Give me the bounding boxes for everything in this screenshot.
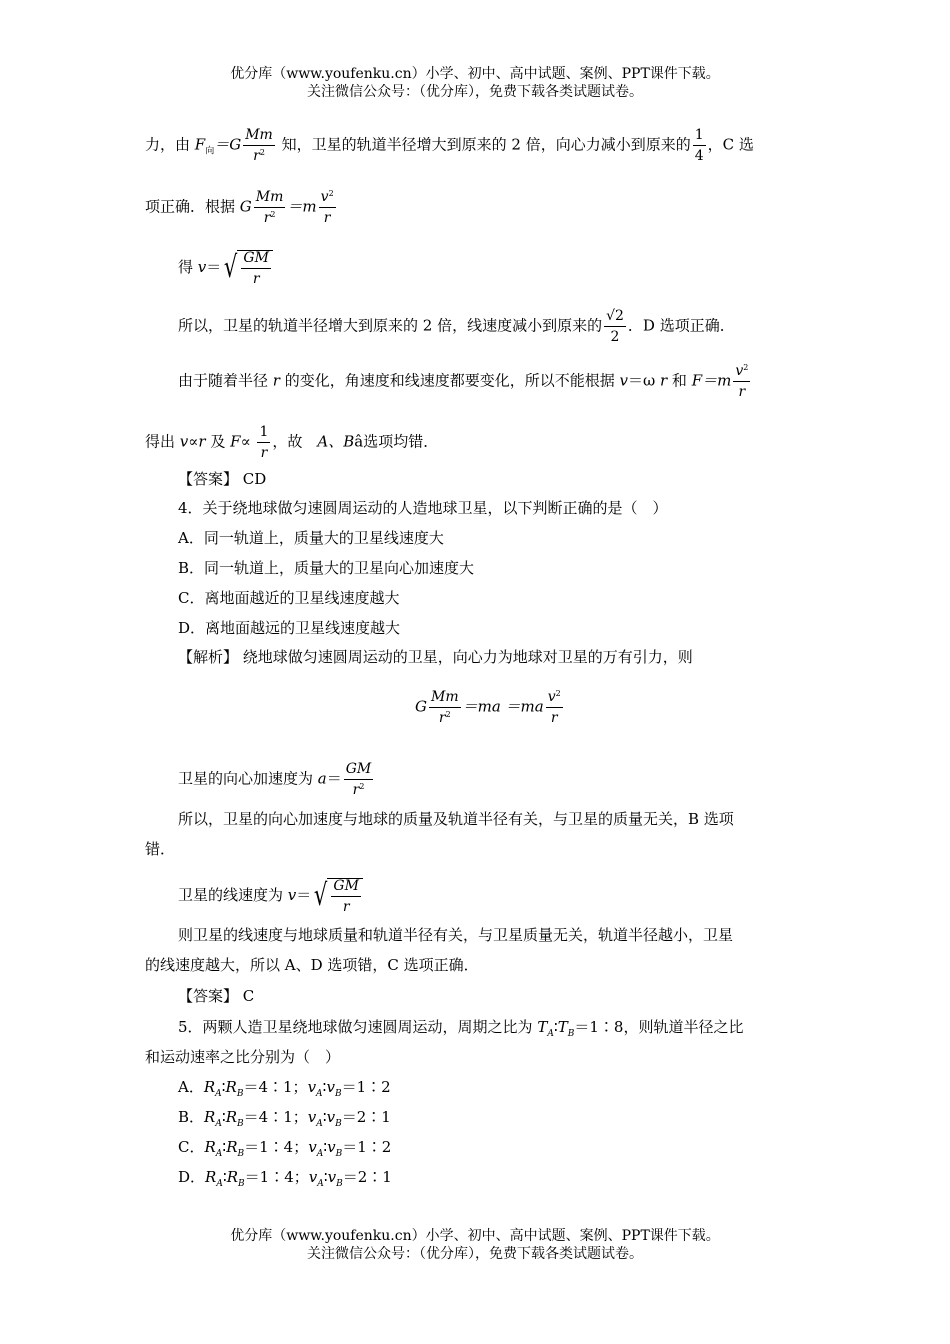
analysis-equation: G $\frac{Mm}{r^2}$ ＝ma ＝ma $\frac{v^2}{r}$ — [415, 689, 561, 726]
fraction-one-quarter: $\frac{1}{4}$ — [694, 127, 704, 164]
question-4-option-c: C．离地面越近的卫星线速度越大 — [178, 589, 400, 607]
analysis-then-line-2: 的线速度越大，所以 A、D 选项错，C 选项正确． — [145, 956, 479, 974]
analysis-so-line-2: 错． — [145, 840, 176, 858]
question-4-option-b: B．同一轨道上，质量大的卫星向心加速度大 — [178, 559, 475, 577]
header-line-1: 优分库（www.youfenku.cn）小学、初中、高中试题、案例、PPT课件下载。 — [230, 66, 720, 82]
analysis-acceleration: 卫星的向心加速度为 a＝ $\frac{GM}{r^2}$ — [178, 761, 372, 798]
header-line-2: 关注微信公众号：（优分库），免费下载各类试题试卷。 — [307, 84, 643, 100]
paragraph-gravity-equation: 项正确．根据 G $\frac{Mm}{r^2}$ ＝m $\frac{v^2}{r}$ — [145, 189, 334, 226]
sqrt-GM-r: √ $\frac{GM}{r}$ — [221, 250, 273, 286]
question-4-option-a: A．同一轨道上，质量大的卫星线速度大 — [178, 529, 444, 547]
analysis-intro: 【解析】 绕地球做匀速圆周运动的卫星，向心力为地球对卫星的万有引力，则 — [178, 648, 693, 666]
analysis-so-line-1: 所以，卫星的向心加速度与地球的质量及轨道半径有关，与卫星的质量无关，B 选项 — [178, 810, 734, 828]
paragraph-conclusion: 得出 v∝r 及 F∝ $\frac{1}{r}$ ，故 A、Bâ选项均错． — [145, 424, 439, 461]
fraction-Mm-r2: $\frac{Mm}{r^2}$ — [245, 127, 273, 164]
answer-4: 【答案】 C — [178, 987, 255, 1005]
footer-line-2: 关注微信公众号：（优分库），免费下载各类试题试卷。 — [307, 1246, 643, 1262]
analysis-linear-speed: 卫星的线速度为 v＝√ $\frac{GM}{r}$ — [178, 878, 363, 914]
question-5-stem-line-1: 5．两颗人造卫星绕地球做匀速圆周运动，周期之比为 $T_A∶T_B=1∶8$，则轨道半径之比 — [178, 1018, 744, 1039]
question-5-option-b: B．$R_A∶R_B=4∶1$；$v_A∶v_B=2∶1$ — [178, 1108, 391, 1129]
question-5-option-d: D．$R_A∶R_B=1∶4$；$v_A∶v_B=2∶1$ — [178, 1168, 392, 1189]
question-5-option-c: C．$R_A∶R_B=1∶4$；$v_A∶v_B=1∶2$ — [178, 1138, 392, 1159]
answer-3: 【答案】 CD — [178, 470, 267, 488]
paragraph-radius-change: 由于随着半径 r 的变化，角速度和线速度都要变化，所以不能根据 v＝ω r 和 F＝m $\frac{v^2}{r}$ — [178, 363, 749, 400]
paragraph-force-ratio: 力，由 $F_向=G$ $\frac{Mm}{r^2}$ 知，卫星的轨道半径增大到原来的 2 倍，向心力减小到原来的 $\frac{1}{4}$ ，C 选 — [145, 127, 754, 164]
paragraph-linear-speed: 所以，卫星的轨道半径增大到原来的 2 倍，线速度减小到原来的 $\frac{√2}{2}$ ．D 选项正确． — [178, 308, 735, 345]
question-5-option-a: A．$R_A∶R_B=4∶1$；$v_A∶v_B=1∶2$ — [178, 1078, 391, 1099]
paragraph-v-formula: 得 v＝√ $\frac{GM}{r}$ — [178, 250, 273, 286]
footer-line-1: 优分库（www.youfenku.cn）小学、初中、高中试题、案例、PPT课件下载。 — [230, 1228, 720, 1244]
question-5-stem-line-2: 和运动速率之比分别为（ ） — [145, 1048, 341, 1066]
analysis-then-line-1: 则卫星的线速度与地球质量和轨道半径有关，与卫星质量无关，轨道半径越小，卫星 — [178, 926, 734, 944]
question-4-stem: 4．关于绕地球做匀速圆周运动的人造地球卫星，以下判断正确的是（ ） — [178, 499, 668, 517]
question-4-option-d: D．离地面越远的卫星线速度越大 — [178, 619, 401, 637]
